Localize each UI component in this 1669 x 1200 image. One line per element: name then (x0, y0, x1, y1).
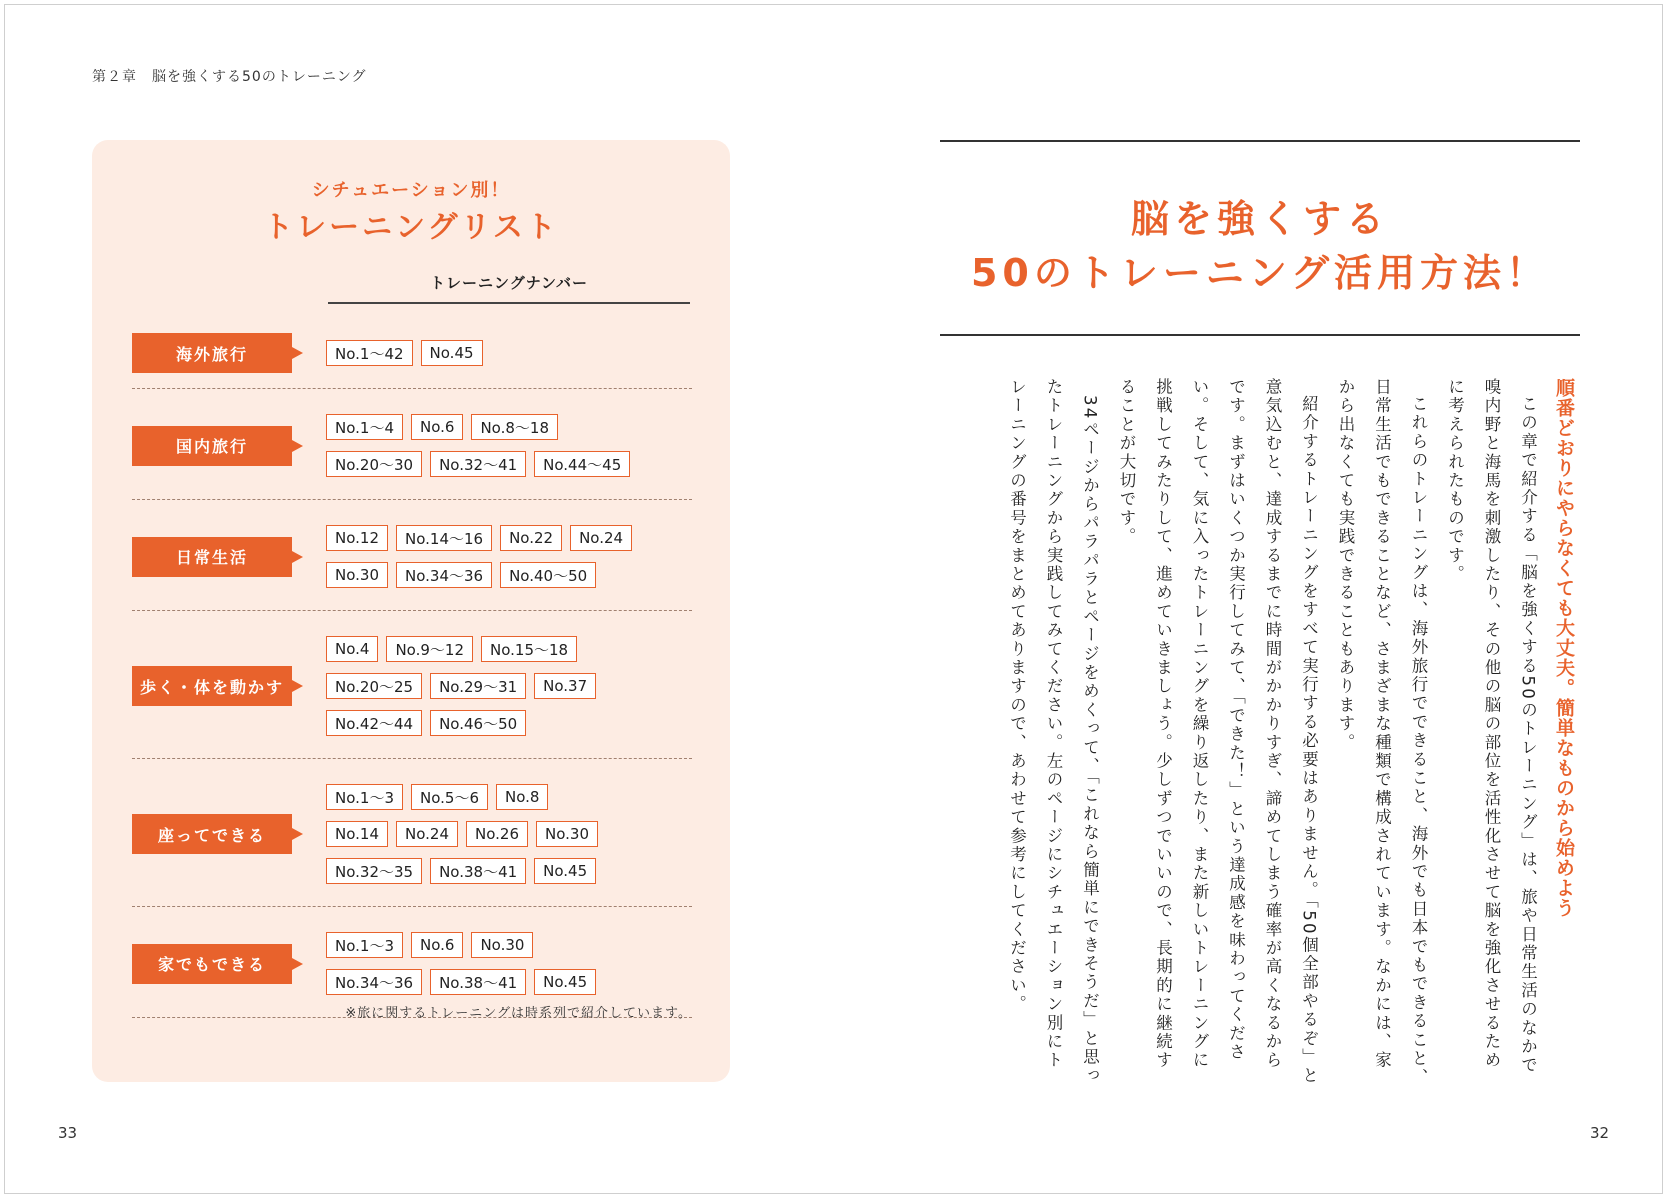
training-number-group (326, 636, 716, 747)
column-header: トレーニングナンバー (430, 274, 588, 292)
row-separator (132, 758, 692, 759)
situation-tag: 歩く・体を動かす (132, 666, 292, 706)
training-number-chip: No.30 (326, 562, 388, 588)
title-rule-top (940, 140, 1580, 142)
training-number-chip: No.5〜6 (411, 784, 488, 810)
training-number-chip: No.20〜30 (326, 451, 422, 477)
article-paragraph: 紹介するトレーニングをすべて実行する必要はありません。「50個全部やるぞ」と意気込むと、達成するまでに時間がかかりすぎ、諦めてしまう確率が高くなるからです。まずはいくつか実行してみて、「できた！」という達成感を味わってください。そして、気に入ったトレーニングを繰り返したり、また新しいトレーニングに挑戦してみたりして、進めていきましょう。少しずつでいいので、長期的に継続することが大切です。 (1117, 378, 1319, 1085)
training-number-line (326, 525, 716, 551)
training-number-chip: No.30 (536, 821, 598, 847)
article-title-line2: 50のトレーニング活用方法！ (970, 251, 1550, 295)
training-number-chip: No.38〜41 (430, 858, 526, 884)
column-header-rule (328, 302, 690, 304)
training-number-chip: No.45 (534, 858, 596, 884)
training-number-chip: No.40〜50 (500, 562, 596, 588)
article-title-line1: 脳を強くする (1130, 197, 1389, 241)
training-number-chip: No.42〜44 (326, 710, 422, 736)
training-number-chip: No.12 (326, 525, 388, 551)
training-number-chip: No.45 (534, 969, 596, 995)
training-number-group (326, 784, 716, 895)
row-separator (132, 388, 692, 389)
training-number-line (326, 340, 716, 366)
footnote: ※旅に関するトレーニングは時系列で紹介しています。 (345, 1006, 692, 1021)
title-rule-bottom (940, 334, 1580, 336)
training-number-chip: No.45 (421, 340, 483, 366)
training-number-chip: No.1〜4 (326, 414, 403, 440)
training-number-line (326, 821, 716, 847)
training-number-chip: No.26 (466, 821, 528, 847)
article-body (972, 378, 1582, 1088)
training-number-chip: No.34〜36 (396, 562, 492, 588)
page-number-left: 33 (58, 1124, 78, 1142)
situation-row (92, 503, 730, 610)
training-number-chip: No.22 (500, 525, 562, 551)
training-number-chip: No.32〜35 (326, 858, 422, 884)
training-number-line (326, 673, 716, 699)
training-number-line (326, 858, 716, 884)
page-number-right: 32 (1590, 1124, 1610, 1142)
training-number-chip: No.34〜36 (326, 969, 422, 995)
training-number-line (326, 784, 716, 810)
article-paragraph: これらのトレーニングは、海外旅行でできること、海外でも日本でもできること、日常生活でもできることなど、さまざまな種類で構成されています。なかには、家から出なくても実践できることもあります。 (1336, 378, 1428, 1087)
training-number-chip: No.6 (411, 414, 463, 440)
situation-tag: 日常生活 (132, 537, 292, 577)
training-number-chip: No.14 (326, 821, 388, 847)
training-number-group (326, 340, 716, 377)
panel-title: トレーニングリスト (263, 210, 559, 245)
training-number-chip: No.4 (326, 636, 378, 662)
situation-tag: 座ってできる (132, 814, 292, 854)
training-number-chip: No.8 (496, 784, 548, 810)
training-number-line (326, 562, 716, 588)
article-paragraph: 34ページからパラパラとページをめくって、「これなら簡単にできそうだ」と思ったトレーニングから実践してみてください。左のページにシチュエーション別にトレーニングの番号をまとめてありますので、あわせて参考にしてください。 (1007, 378, 1100, 1085)
training-number-chip: No.29〜31 (430, 673, 526, 699)
situation-row (92, 318, 730, 388)
training-number-line (326, 932, 716, 958)
row-separator (132, 499, 692, 500)
situation-row (92, 614, 730, 758)
training-number-chip: No.30 (471, 932, 533, 958)
training-number-chip: No.14〜16 (396, 525, 492, 551)
training-number-line (326, 451, 716, 477)
situation-tag: 海外旅行 (132, 333, 292, 373)
training-number-chip: No.1〜3 (326, 932, 403, 958)
training-number-chip: No.1〜3 (326, 784, 403, 810)
training-number-chip: No.1〜42 (326, 340, 413, 366)
row-separator (132, 610, 692, 611)
training-list-panel (92, 140, 730, 1082)
chapter-header: 第２章 脳を強くする50のトレーニング (92, 69, 367, 85)
situation-tag: 国内旅行 (132, 426, 292, 466)
situation-tag: 家でもできる (132, 944, 292, 984)
training-number-chip: No.32〜41 (430, 451, 526, 477)
training-number-line (326, 969, 716, 995)
training-number-chip: No.9〜12 (386, 636, 473, 662)
panel-subtitle: シチュエーション別！ (311, 180, 511, 201)
training-number-chip: No.20〜25 (326, 673, 422, 699)
training-number-chip: No.24 (396, 821, 458, 847)
row-separator (132, 906, 692, 907)
article-lead: 順番どおりにやらなくても大丈夫。簡単なものから始めよう (1553, 378, 1575, 918)
training-number-chip: No.24 (570, 525, 632, 551)
training-number-chip: No.6 (411, 932, 463, 958)
situation-row (92, 762, 730, 906)
training-number-chip: No.46〜50 (430, 710, 526, 736)
situation-row (92, 392, 730, 499)
training-number-chip: No.44〜45 (534, 451, 630, 477)
training-number-line (326, 710, 716, 736)
training-number-chip: No.15〜18 (481, 636, 577, 662)
training-number-group (326, 932, 716, 1006)
article-paragraph: この章で紹介する「脳を強くする50のトレーニング」は、旅や日常生活のなかで嗅内野と海馬を刺激したり、その他の脳の部位を活性化させて脳を強化させるために考えられたものです。 (1445, 378, 1538, 1075)
training-number-chip: No.38〜41 (430, 969, 526, 995)
situation-row (92, 910, 730, 1017)
training-number-chip: No.37 (534, 673, 596, 699)
training-number-group (326, 414, 716, 488)
training-number-line (326, 414, 716, 440)
training-number-line (326, 636, 716, 662)
training-number-chip: No.8〜18 (471, 414, 558, 440)
training-number-group (326, 525, 716, 599)
